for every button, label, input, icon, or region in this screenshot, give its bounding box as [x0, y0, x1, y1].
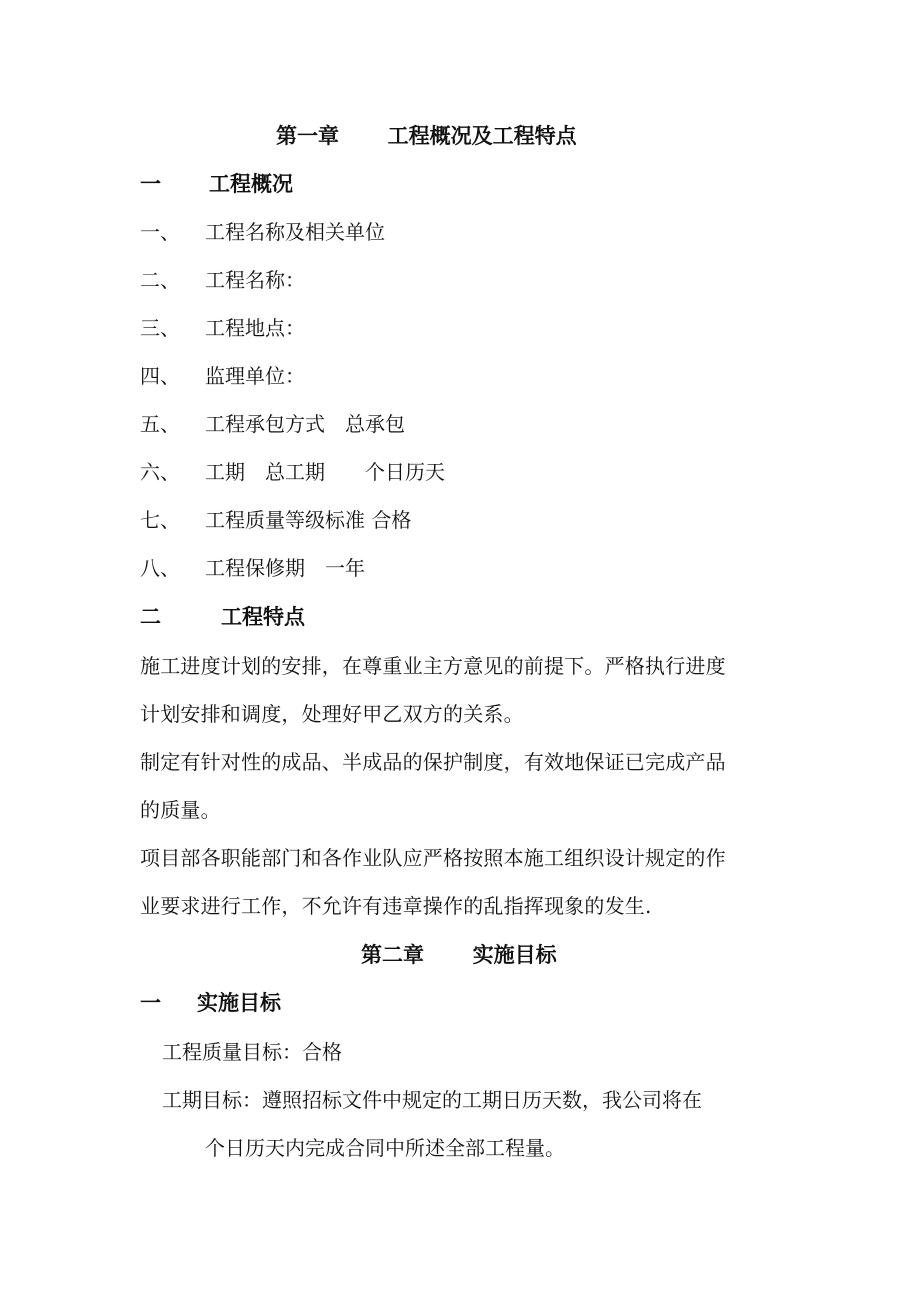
chapter-1-number: 第一章 — [276, 124, 339, 148]
item-text: 工程名称及相关单位 — [205, 220, 385, 244]
item-num: 八、 — [140, 556, 180, 580]
chapter-2-number: 第二章 — [361, 943, 424, 967]
item-text: 工程名称： — [205, 268, 305, 292]
schedule-goal-line-2: 个日历天内完成合同中所述全部工程量。 — [205, 1136, 565, 1160]
chapter-2-heading — [361, 941, 557, 969]
paragraph-line: 施工进度计划的安排，在尊重业主方意见的前提下。严格执行进度 — [140, 654, 726, 678]
item-text: 工程质量等级标准 合格 — [205, 508, 412, 532]
item-text: 工程保修期 一年 — [205, 556, 365, 580]
section-3-title: 实施目标 — [197, 991, 281, 1015]
section-2-title: 工程特点 — [221, 605, 305, 629]
chapter-1-title: 工程概况及工程特点 — [387, 124, 577, 148]
quality-goal: 工程质量目标：合格 — [162, 1040, 342, 1064]
item-num: 五、 — [140, 412, 180, 436]
section-1-title: 工程概况 — [209, 172, 293, 196]
item-text: 工程地点： — [205, 316, 305, 340]
paragraph-line: 的质量。 — [140, 798, 221, 822]
paragraph-line: 业要求进行工作，不允许有违章操作的乱指挥现象的发生. — [140, 894, 652, 918]
item-num: 六、 — [140, 460, 180, 484]
chapter-2-title: 实施目标 — [472, 943, 557, 967]
section-1-heading — [140, 170, 161, 198]
item-num: 七、 — [140, 508, 180, 532]
item-num: 四、 — [140, 364, 180, 388]
chapter-1-heading — [276, 122, 577, 150]
item-num: 二、 — [140, 268, 180, 292]
section-1-number: 一 — [140, 172, 161, 196]
item-text: 工期 总工期 个日历天 — [205, 460, 445, 484]
item-text: 监理单位： — [205, 364, 305, 388]
item-num: 三、 — [140, 316, 180, 340]
section-3-number: 一 — [140, 991, 161, 1015]
item-text: 工程承包方式 总承包 — [205, 412, 405, 436]
item-num: 一、 — [140, 220, 180, 244]
schedule-goal-line-1: 工期目标：遵照招标文件中规定的工期日历天数，我公司将在 — [162, 1088, 702, 1112]
paragraph-line: 项目部各职能部门和各作业队应严格按照本施工组织设计规定的作 — [140, 846, 726, 870]
paragraph-line: 制定有针对性的成品、半成品的保护制度，有效地保证已完成产品 — [140, 750, 726, 774]
paragraph-line: 计划安排和调度，处理好甲乙双方的关系。 — [140, 702, 524, 726]
section-2-number: 二 — [140, 605, 161, 629]
